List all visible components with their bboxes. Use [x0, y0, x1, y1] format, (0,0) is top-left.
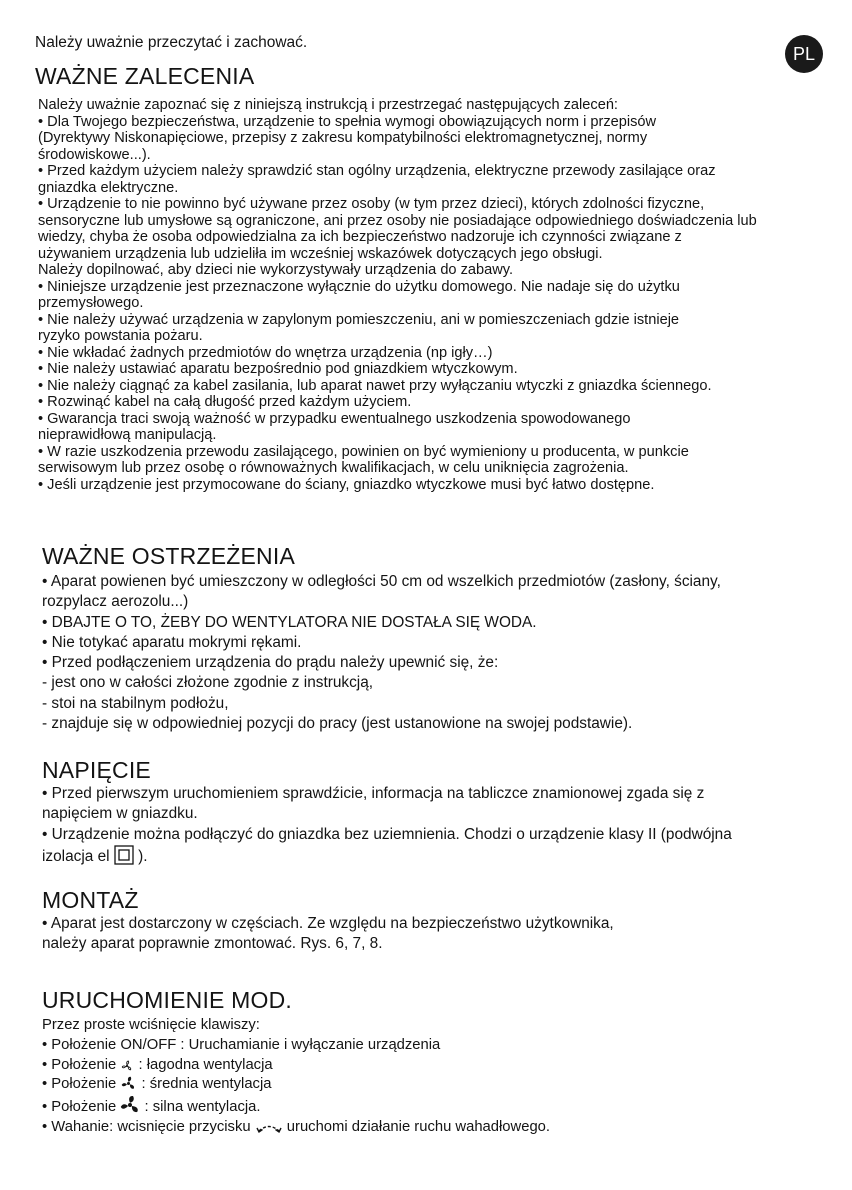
text-line: • Niniejsze urządzenie jest przeznaczone wyłącznie do użytku domowego. Nie nadaje się do użytku	[38, 278, 680, 295]
text-line: Należy uważnie zapoznać się z niniejszą instrukcją i przestrzegać następujących zaleceń:	[38, 97, 618, 113]
section-body-important-warnings	[42, 572, 721, 734]
text-line: • Położenie ON/OFF : Uruchamianie i wyłączanie urządzenia	[42, 1036, 441, 1053]
text-line: przemysłowego.	[38, 295, 144, 311]
oscillation-icon	[255, 1121, 283, 1135]
text-line: ryzyko powstania pożaru.	[38, 328, 203, 344]
text-fragment: uruchomi działanie ruchu wahadłowego.	[282, 1118, 551, 1135]
text-line: • Nie wkładać żadnych przedmiotów do wnętrza urządzenia (np igły…)	[38, 344, 493, 361]
text-line: • Urządzenie to nie powinno być używane przez osoby (w tym przez dzieci), których zdolności fizyczne,	[38, 196, 705, 212]
section-title-modes: URUCHOMIENIE MOD.	[42, 987, 293, 1013]
text-line	[42, 1118, 550, 1138]
text-line: • Nie należy ustawiać aparatu bezpośrednio pod gniazdkiem wtyczkowym.	[38, 361, 518, 377]
fan-low-icon	[120, 1059, 134, 1073]
text-line	[42, 1056, 550, 1076]
text-line: należy aparat poprawnie zmontować. Rys. 6, 7, 8.	[42, 935, 383, 953]
text-line: • Nie należy używać urządzenia w zapylonym pomieszczeniu, ani w pomieszczeniach gdzie istnieje	[38, 311, 680, 328]
read-and-keep-note: Należy uważnie przeczytać i zachować.	[35, 34, 308, 51]
text-line: serwisowym lub przez osobę o równoważnych kwalifikacjach, w celu uniknięcia zagrożenia.	[38, 460, 629, 476]
text-line: - znajduje się w odpowiedniej pozycji do pracy (jest ustanowione na swojej podstawie).	[42, 715, 633, 733]
section-title-important-warnings: WAŻNE OSTRZEŻENIA	[42, 543, 295, 569]
text-line: • Urządzenie można podłączyć do gniazdka bez uziemnienia. Chodzi o urządzenie klasy II (podwójna	[42, 825, 732, 843]
text-fragment: : średnia wentylacja	[137, 1076, 272, 1093]
text-line	[42, 1095, 550, 1118]
text-line: • Dla Twojego bezpieczeństwa, urządzenie to spełnia wymogi obowiązujących norm i przepisów	[38, 113, 657, 130]
text-fragment: • Położenie	[42, 1099, 121, 1116]
text-fragment: • Położenie	[42, 1056, 121, 1073]
fan-medium-icon	[120, 1075, 137, 1092]
text-line: • Gwarancja traci swoją ważność w przypadku ewentualnego uszkodzenia spowodowanego	[38, 410, 631, 427]
text-line: • Jeśli urządzenie jest przymocowane do ściany, gniazdko wtyczkowe musi być łatwo dostępne.	[38, 476, 655, 493]
text-line: wiedzy, chyba że osoba odpowiedzialna za ich bezpieczeństwo nadzoruje ich czynności związane z	[38, 229, 682, 245]
text-line: środowiskowe...).	[38, 146, 151, 163]
text-line: • Rozwinąć kabel na całą długość przed każdym użyciem.	[38, 394, 412, 410]
section-title-important-recommendations: WAŻNE ZALECENIA	[35, 63, 255, 89]
text-line: rozpylacz aerozolu...)	[42, 593, 189, 611]
text-line: • Aparat jest dostarczony w częściach. Ze względu na bezpieczeństwo użytkownika,	[42, 915, 614, 932]
text-fragment: izolacja el	[42, 847, 114, 865]
section-body-important-recommendations	[38, 97, 757, 493]
section-title-assembly: MONTAŻ	[42, 887, 139, 913]
text-fragment: • Wahanie: wcisnięcie przycisku	[42, 1118, 255, 1135]
text-line: • Przed pierwszym uruchomieniem sprawdźicie, informacja na tabliczce znamionowej zgada się z	[42, 785, 705, 802]
text-fragment: • Położenie	[42, 1076, 121, 1093]
section-body-modes	[42, 1016, 550, 1138]
text-line	[42, 845, 732, 867]
text-line: używaniem urządzenia lub udzieliła im wcześniej wskazówek dotyczących jego obsługi.	[38, 245, 603, 262]
text-line: • Przed każdym użyciem należy sprawdzić stan ogólny urządzenia, elektryczne przewody zasilające oraz	[38, 163, 716, 179]
text-line: • DBAJTE O TO, ŻEBY DO WENTYLATORA NIE DOSTAŁA SIĘ WODA.	[42, 613, 537, 631]
text-line: Należy dopilnować, aby dzieci nie wykorzystywały urządzenia do zabawy.	[38, 262, 514, 278]
text-line: (Dyrektywy Niskonapięciowe, przepisy z zakresu kompatybilności elektromagnetycznej, normy	[38, 130, 648, 146]
text-line: • Aparat powienen być umieszczony w odległości 50 cm od wszelkich przedmiotów (zasłony, ściany,	[42, 573, 721, 590]
text-line: gniazdka elektryczne.	[38, 179, 179, 196]
section-body-voltage	[42, 784, 732, 867]
section-body-assembly	[42, 914, 614, 955]
section-title-voltage: NAPIĘCIE	[42, 757, 151, 783]
text-fragment: : silna wentylacja.	[140, 1099, 261, 1116]
text-line	[42, 1075, 550, 1095]
text-line: sensoryczne lub umysłowe są ograniczone, ani przez osoby nie posiadające odpowiedniego doświadczenia lub	[38, 212, 757, 229]
language-badge: PL	[785, 35, 823, 73]
text-line: - jest ono w całości złożone zgodnie z instrukcją,	[42, 674, 374, 692]
text-line: Przez proste wciśnięcie klawiszy:	[42, 1017, 260, 1033]
text-line: - stoi na stabilnym podłożu,	[42, 694, 229, 712]
text-line: • Nie totykać aparatu mokrymi rękami.	[42, 633, 302, 651]
text-line: napięciem w gniazdku.	[42, 805, 198, 823]
class-ii-double-insulation-icon	[114, 845, 134, 865]
text-line: • W razie uszkodzenia przewodu zasilającego, powinien on być wymieniony u producenta, w punkcie	[38, 443, 689, 460]
fan-high-icon	[120, 1095, 140, 1115]
text-line: • Przed podłączeniem urządzenia do prądu należy upewnić się, że:	[42, 654, 499, 672]
text-fragment: ).	[133, 847, 148, 865]
text-fragment: : łagodna wentylacja	[134, 1056, 273, 1073]
text-line: • Nie należy ciągnąć za kabel zasilania, lub aparat nawet przy wyłączaniu wtyczki z gniazdka ściennego.	[38, 377, 712, 394]
text-line: nieprawidłową manipulacją.	[38, 427, 217, 443]
